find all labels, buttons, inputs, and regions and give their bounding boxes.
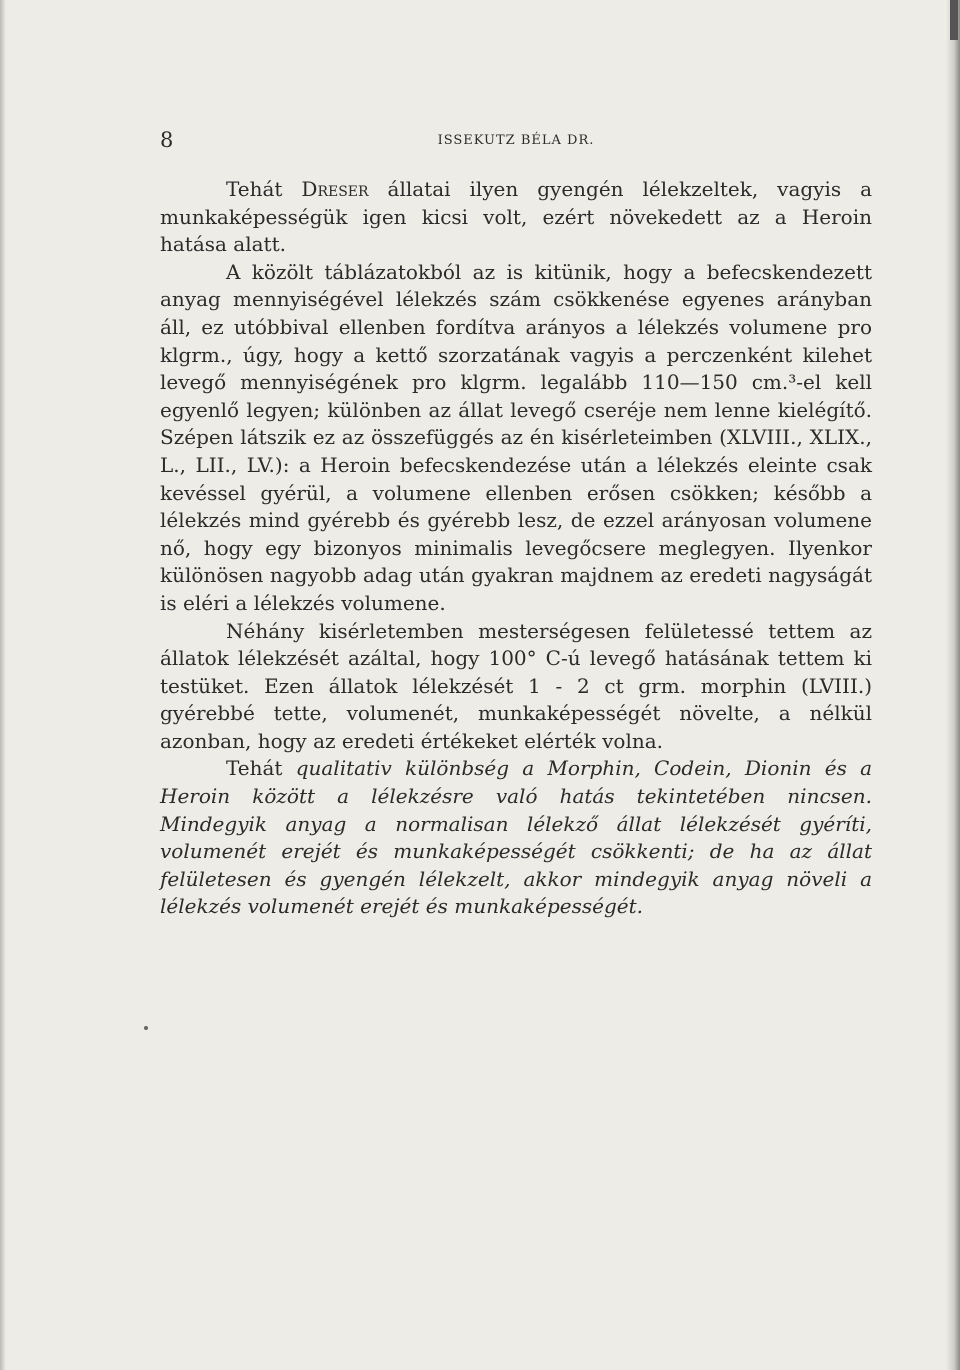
paragraph-3: Néhány kisérletemben mesterségesen felületessé tettem az állatok lélekzését azáltal, hogy 100° C-ú levegő hatásának tettem ki testüket. Ezen állatok lélekzését 1 - 2 ct grm. morphin (LVIII.) gyérebbé tette, volumenét, munkaképességét növelte, a nélkül azonban, hogy az eredeti értékeket elérték volna.: [160, 618, 872, 753]
author-name: Dreser: [301, 177, 369, 201]
page-body: [160, 128, 872, 921]
page-number: 8: [160, 128, 174, 152]
scan-edge-right: [946, 0, 960, 1370]
paragraph-1-rest: állatai ilyen gyengén lélekzeltek, vagyis a munkaképességük igen kicsi volt, ezért növekedett az a Heroin hatása alatt.: [160, 177, 873, 257]
paragraph-4-emphasis: qualitativ különbség a Morphin, Codein, Dionin és a Heroin között a lélekzésre való hatás tekintetében nincsen. Mindegyik anyag a normalisan lélekző állat lélekzését gyéríti, volumenét erejét és munkaképességét csökkenti; de ha az állat felületesen és gyengén lélekzelt, akkor mindegyik anyag növeli a lélekzés volumenét erejét és munkaképességét.: [160, 756, 872, 919]
running-head: ISSEKUTZ BÉLA DR.: [437, 133, 595, 148]
paragraph-4: [160, 755, 872, 921]
paragraph-2: A közölt táblázatokból az is kitünik, hogy a befecskendezett anyag mennyiségével lélekzés szám csökkenése egyenes arányban áll, ez utóbbival ellenben fordítva arányos a lélekzés volumene pro klgrm., úgy, hogy a kettő szorzatának vagyis a perczenként kilehet levegő mennyiségének pro klgrm. legalább 110—150 cm.³-el kell egyenlő legyen; különben az állat levegő cseréje nem lenne kielégítő. Szépen látszik ez az összefüggés az én kisérleteimben (XLVIII., XLIX., L., LII., LV.): a Heroin befecskendezése után a lélekzés eleinte csak kevéssel gyérül, a volumene ellenben erősen csökken; később a lélekzés mind gyérebb és gyérebb lesz, de ezzel arányosan volumene nő, hogy egy bizonyos minimalis levegőcsere meglegyen. Ilyenkor különösen nagyobb adag után gyakran majdnem az eredeti nagyságát is eléri a lélekzés volumene.: [160, 259, 872, 615]
page-header: [160, 128, 872, 158]
scan-mark: [950, 0, 958, 40]
margin-dot: [144, 1026, 148, 1030]
paragraph-1-lead: Tehát: [226, 177, 302, 201]
paragraph-4-lead: Tehát: [226, 756, 296, 781]
scan-edge-left: [0, 0, 6, 1370]
paragraph-1: [160, 176, 872, 259]
